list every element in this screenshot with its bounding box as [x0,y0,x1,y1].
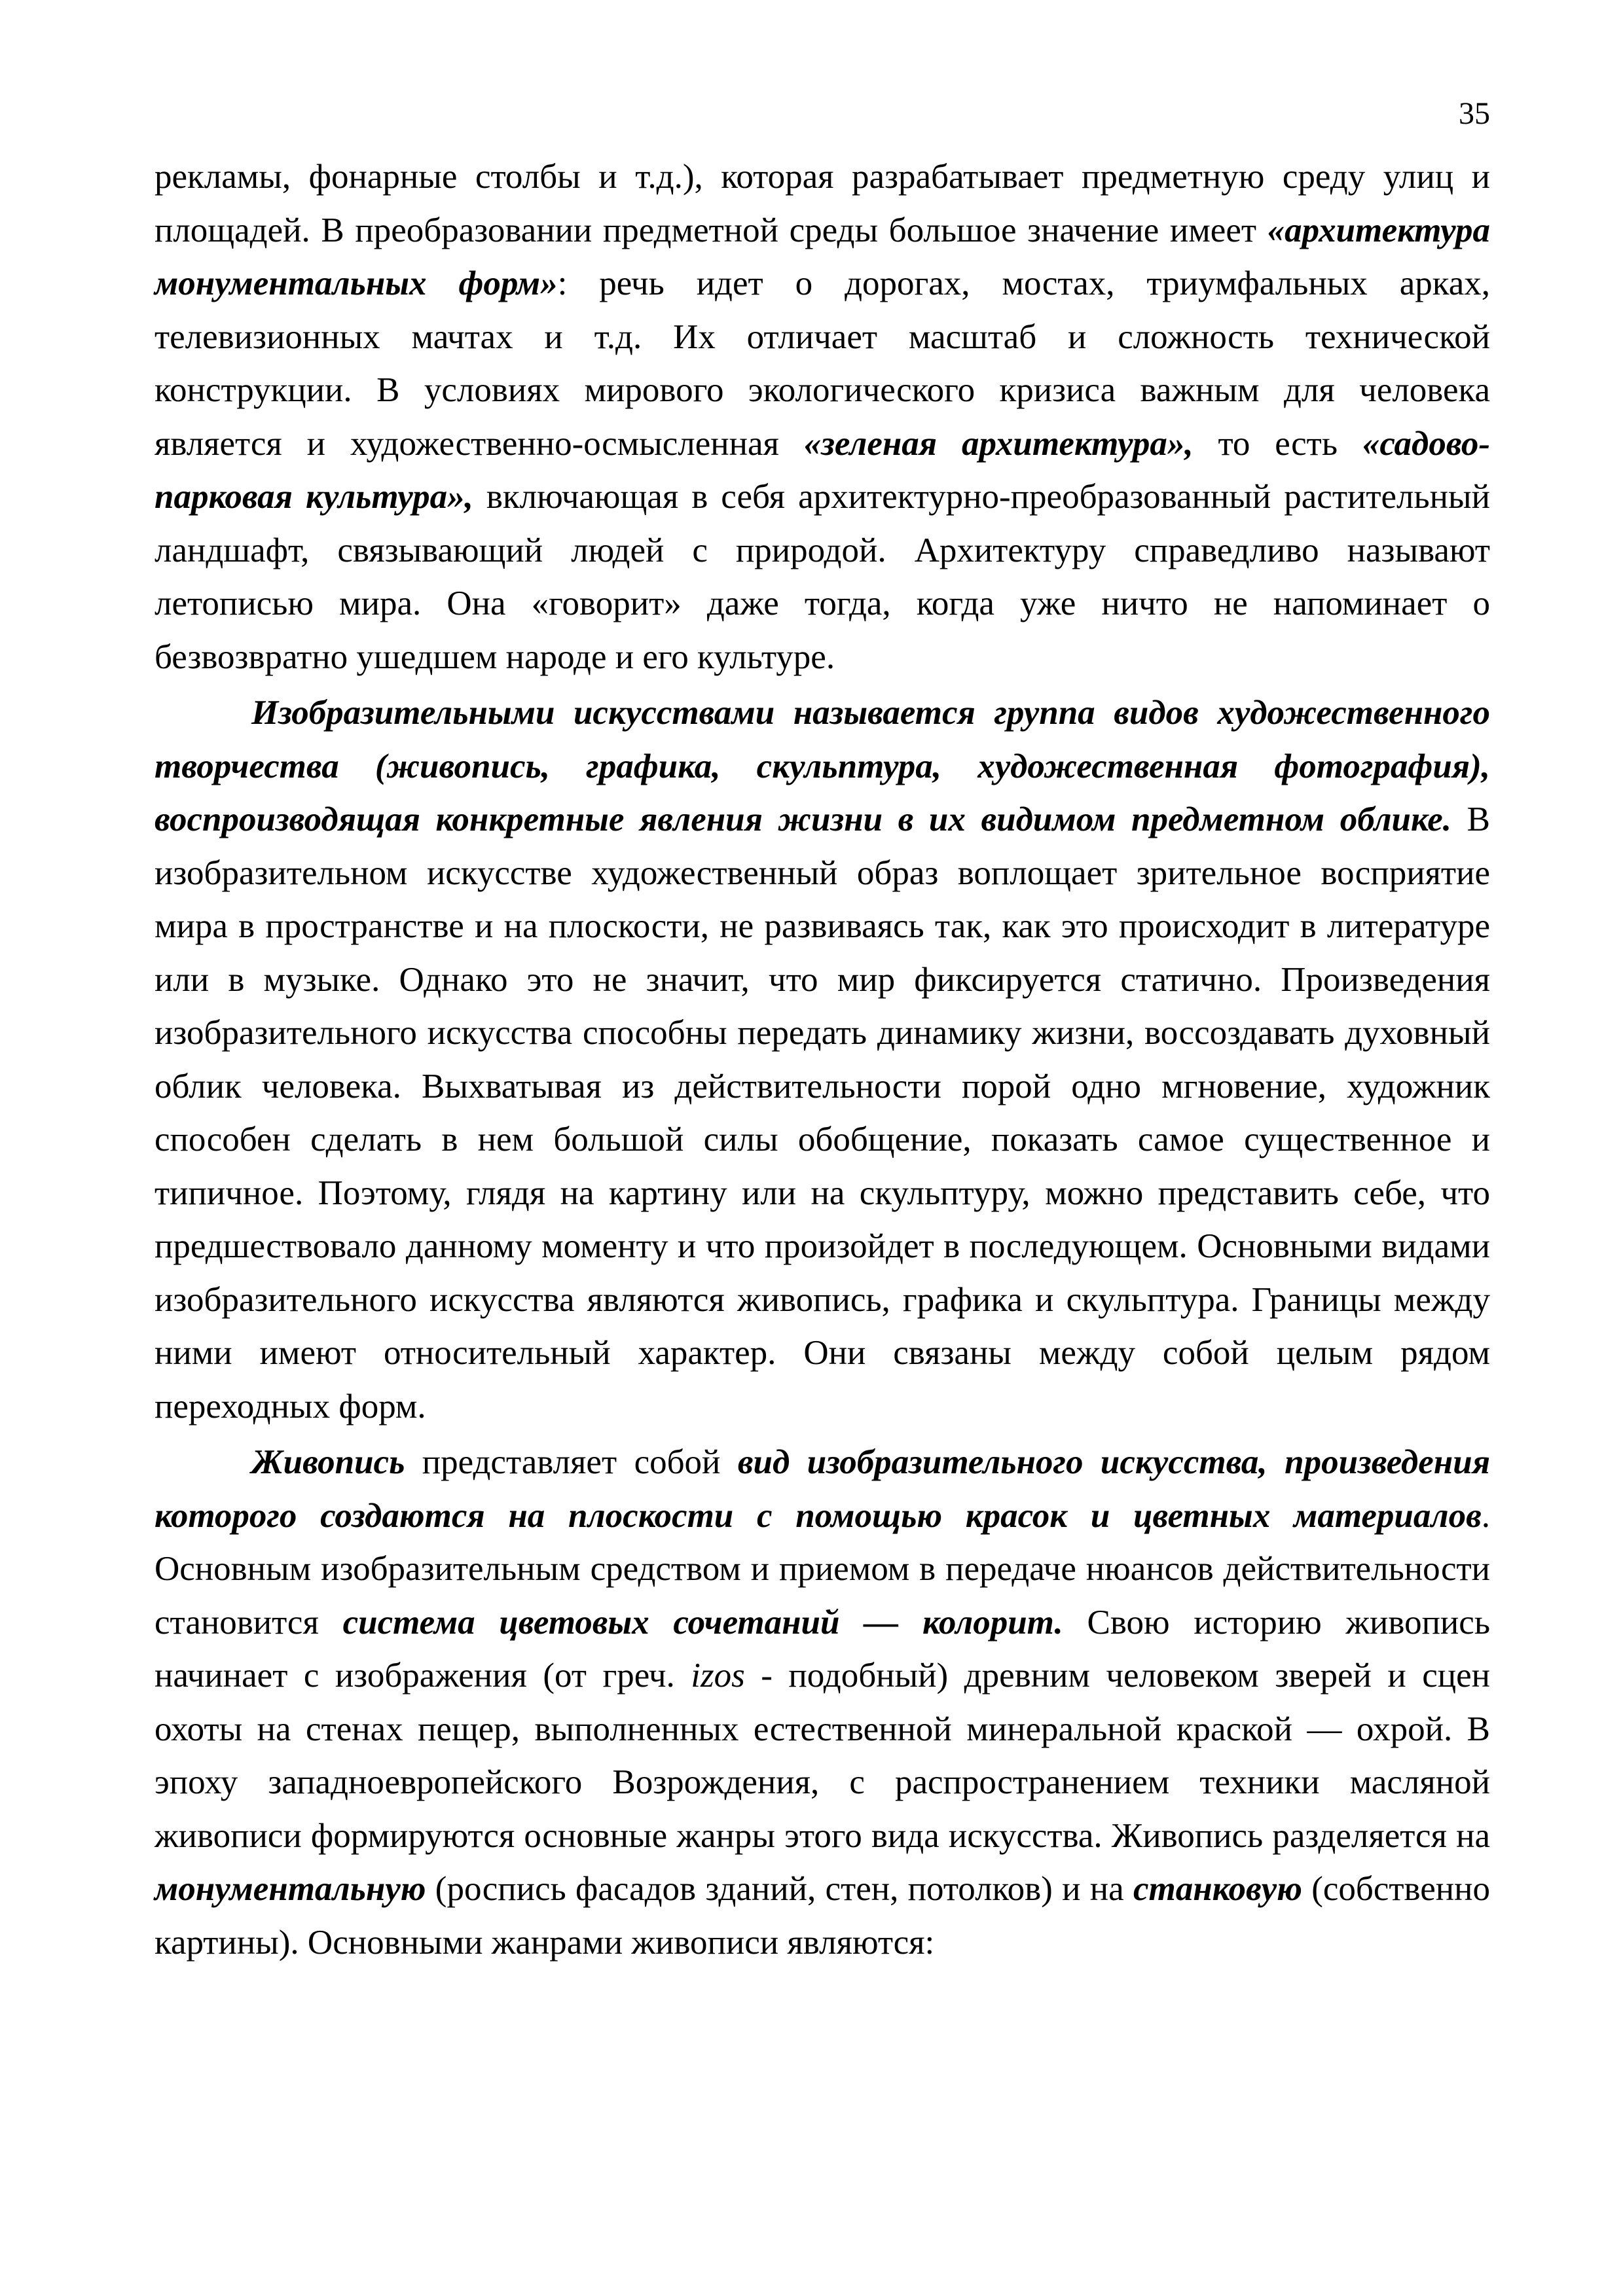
paragraph [155,687,1490,1433]
paragraph-text: включающая в себя архитектурно-преобразованный растительный ландшафт, связывающий людей с природой. Архитектуру справедливо называют летописью мира. Она «говорит» даже тогда, когда уже ничто не напоминает о безвозвратно ушедшем народе и его культуре. [155,478,1490,676]
paragraph-text: В изобразительном искусстве художественный образ воплощает зрительное восприятие мира в пространстве и на плоскости, не развиваясь так, как это происходит в литературе или в музыке. Однако это не значит, что мир фиксируется статично. Произведения изобразительного искусства способны передать динамику жизни, воссоздавать духовный облик человека. Выхватывая из действительности порой одно мгновение, художник способен сделать в нем большой силы обобщение, показать самое существенное и типичное. Поэтому, глядя на картину или на скульптуру, можно представить себе, что предшествовало данному моменту и что произойдет в последующем. Основными видами изобразительного искусства являются живопись, графика и скульптура. Границы между ними имеют относительный характер. Они связаны между собой целым рядом переходных форм. [155,800,1490,1426]
paragraph-text: . Основным изобразительным средством и приемом в передаче нюансов действительности становится [155,1496,1490,1641]
emphasis-text: «архитектура монументальных форм» [155,211,1490,302]
paragraph-text: - подобный) древним человеком зверей и сцен охоты на стенах пещер, выполненных естественной минеральной краской — охрой. В эпоху западноевропейского Возрождения, с распространением техники масляной живописи формируются основные жанры этого вида искусства. Живопись разделяется на [155,1657,1490,1855]
page-number: 35 [1459,96,1490,131]
emphasis-text: монументальную [155,1870,426,1908]
paragraph-text: представляет собой [405,1443,738,1481]
emphasis-text: система цветовых сочетаний — колорит. [342,1603,1063,1641]
paragraph-text: : речь идет о дорогах, мостах, триумфальных арках, телевизионных мачтах и т.д. Их отличает масштаб и сложность технической конструкции. В условиях мирового экологического кризиса важным для человека является и художественно-осмысленная [155,264,1490,463]
emphasis-text: Изобразительными искусствами называется группа видов художественного творчества (живопись, графика, скульптура, художественная фотография), воспроизводящая конкретные явления жизни в их видимом предметном облике. [155,694,1490,838]
paragraph-text: Свою историю живопись начинает с изображения (от греч. [155,1603,1490,1695]
italic-text: izos [691,1657,745,1695]
paragraph-text: (собственно картины). Основными жанрами живописи являются: [155,1870,1490,1962]
emphasis-text: Живопись [251,1443,405,1481]
emphasis-text: «садово-парковая культура», [155,424,1490,516]
body-text [155,151,1490,1972]
paragraph-text: то есть [1193,424,1362,463]
emphasis-text: вид изобразительного искусства, произведения которого создаются на плоскости с помощью красок и цветных материалов [155,1443,1490,1535]
emphasis-text: станковую [1133,1870,1302,1908]
paragraph-text: (роспись фасадов зданий, стен, потолков) и на [426,1870,1133,1908]
paragraph [155,151,1490,684]
emphasis-text: «зеленая архитектура», [803,424,1194,463]
paragraph-text: рекламы, фонарные столбы и т.д.), которая разрабатывает предметную среду улиц и площадей. В преобразовании предметной среды большое значение имеет [155,158,1490,249]
paragraph [155,1436,1490,1969]
